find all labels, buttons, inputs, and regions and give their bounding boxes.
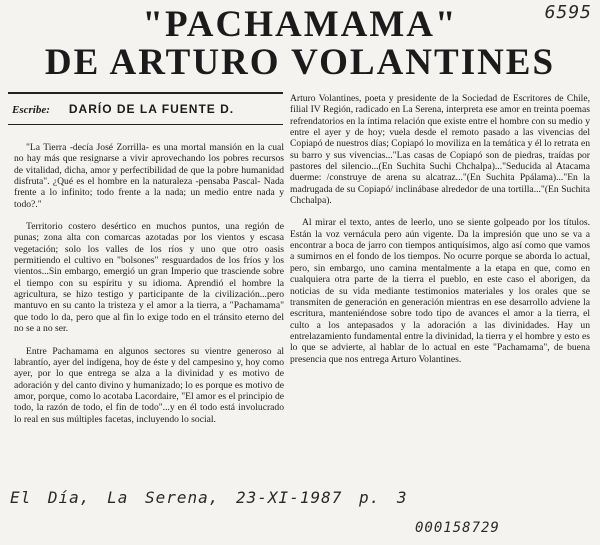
right-paragraph-2: Al mirar el texto, antes de leerlo, uno se siente golpeado por los títulos. Están la voz vernácula pero aún vigente. Da la impresión que uno se va a encontrar a boca de jarro con tiempos antiquísimos, algo así como que vamos a sumirnos en el fondo de los tiempos. No ocurre porque se aborda lo actual, pero, sin embargo, uno camina mentalmente a la etapa en que, como en cualquiera otra parte de la tierra el pueblo, en este caso el aborigen, da noticias de su vida mediante testimonios materiales y los orales que se transmiten de generación en generación mientras en ese desarrollo adviene la escritura, manteniéndose sobre todo tipo de avances el amor a la tierra, el culto a los antepasados y la adoración a las divinidades. Hay un entrelazamiento fundamental entre la divinidad, la tierra y el hombre y esto es lo que se advierte, al hablar de lo actual en este "Pachamama", de buena presencia que nos entrega Arturo Volantines. bbox=[290, 217, 590, 365]
handwritten-citation: El Día, La Serena, 23-XI-1987 p. 3 bbox=[10, 488, 408, 507]
left-paragraph-2: Territorio costero desértico en muchos puntos, una región de punas; zona alta con comarcas azotadas por los vientos y escasa vegetación; solo los valles de los ríos y uno que otro oasis permitiendo el cultivo en "bolsones" resguardados de los fríos y los vientos...Sin embargo, emergió un gran Imperio que trasciende sobre el tiempo con su espíritu y su idioma. Aprendió el hombre la agricultura, se hizo testigo y participante de la civilización...pero mantuvo en su canto la tristeza y el amor a la tierra, a "Pachamama" que todo lo da, pero que al fin lo exige todo en el tránsito eterno del no se a no ser. bbox=[14, 221, 284, 335]
headline-line-1: "PACHAMAMA" bbox=[142, 4, 458, 45]
right-column bbox=[290, 93, 590, 376]
left-paragraph-3: Entre Pachamama en algunos sectores su vientre generoso al labrantío, ayer del indígena, hoy de éste y del campesino y, hoy como ayer, por lo que entrega se alza a la divinidad y es motivo de adoración y del canto divino y humanizado; lo es porque es motivo de amor, porque, como lo acotaba Lacordaire, "El amor es el principio de todo, la razón de todo, el fin de todo"...y en él todo está involucrado lo real en sus múltiples facetas, incluyendo lo social. bbox=[14, 345, 284, 425]
byline-bottom-rule bbox=[8, 124, 283, 125]
byline bbox=[12, 102, 284, 117]
byline-author: DARÍO DE LA FUENTE D. bbox=[68, 102, 235, 116]
left-paragraph-1: "La Tierra -decía José Zorrilla- es una mortal mansión en la cual no hay más que resignarse a vivir aprovechando los pobres recursos de vitalidad, dicha, amor y perfectibilidad de que la pobre humanidad disfruta". ¿Qué es el hombre en la naturaleza -pensaba Pascal- Nada frente a lo infinito; todo frente a la nada; un medio entre nada y todo?." bbox=[14, 142, 284, 210]
handwritten-catalog-number: 000158729 bbox=[415, 520, 500, 536]
byline-top-rule bbox=[8, 92, 283, 94]
right-paragraph-1: Arturo Volantines, poeta y presidente de la Sociedad de Escritores de Chile, filial IV Región, radicado en La Serena, interpreta ese amor en treinta poemas refrendatorios en la íntima relación que existe entre el hombre con su medio y entre el ayer y de hoy; vuela desde el remoto pasado a las vivencias del Copiapó de nuestros días; Copiapó lo moviliza en la temática y él lo retrata en su barro y sus vivencias..."Las casas de Copiapó son de piedras, traídas por pastores del silencio...(En Suchita Suchi Chchalpa)..."Seducida al Atacama duerme: /construye de arena su alcatraz..."(En Suchita Ppálama)..."En la madrugada de su Copiapó/ inclinábase alrededor de una tortilla..."(En Suchita Chchalpa). bbox=[290, 93, 590, 207]
headline-line-2: DE ARTURO VOLANTINES bbox=[44, 42, 556, 83]
byline-label: Escribe: bbox=[12, 104, 50, 116]
handwritten-archive-code: 6595 bbox=[544, 2, 592, 23]
left-column bbox=[14, 142, 284, 436]
